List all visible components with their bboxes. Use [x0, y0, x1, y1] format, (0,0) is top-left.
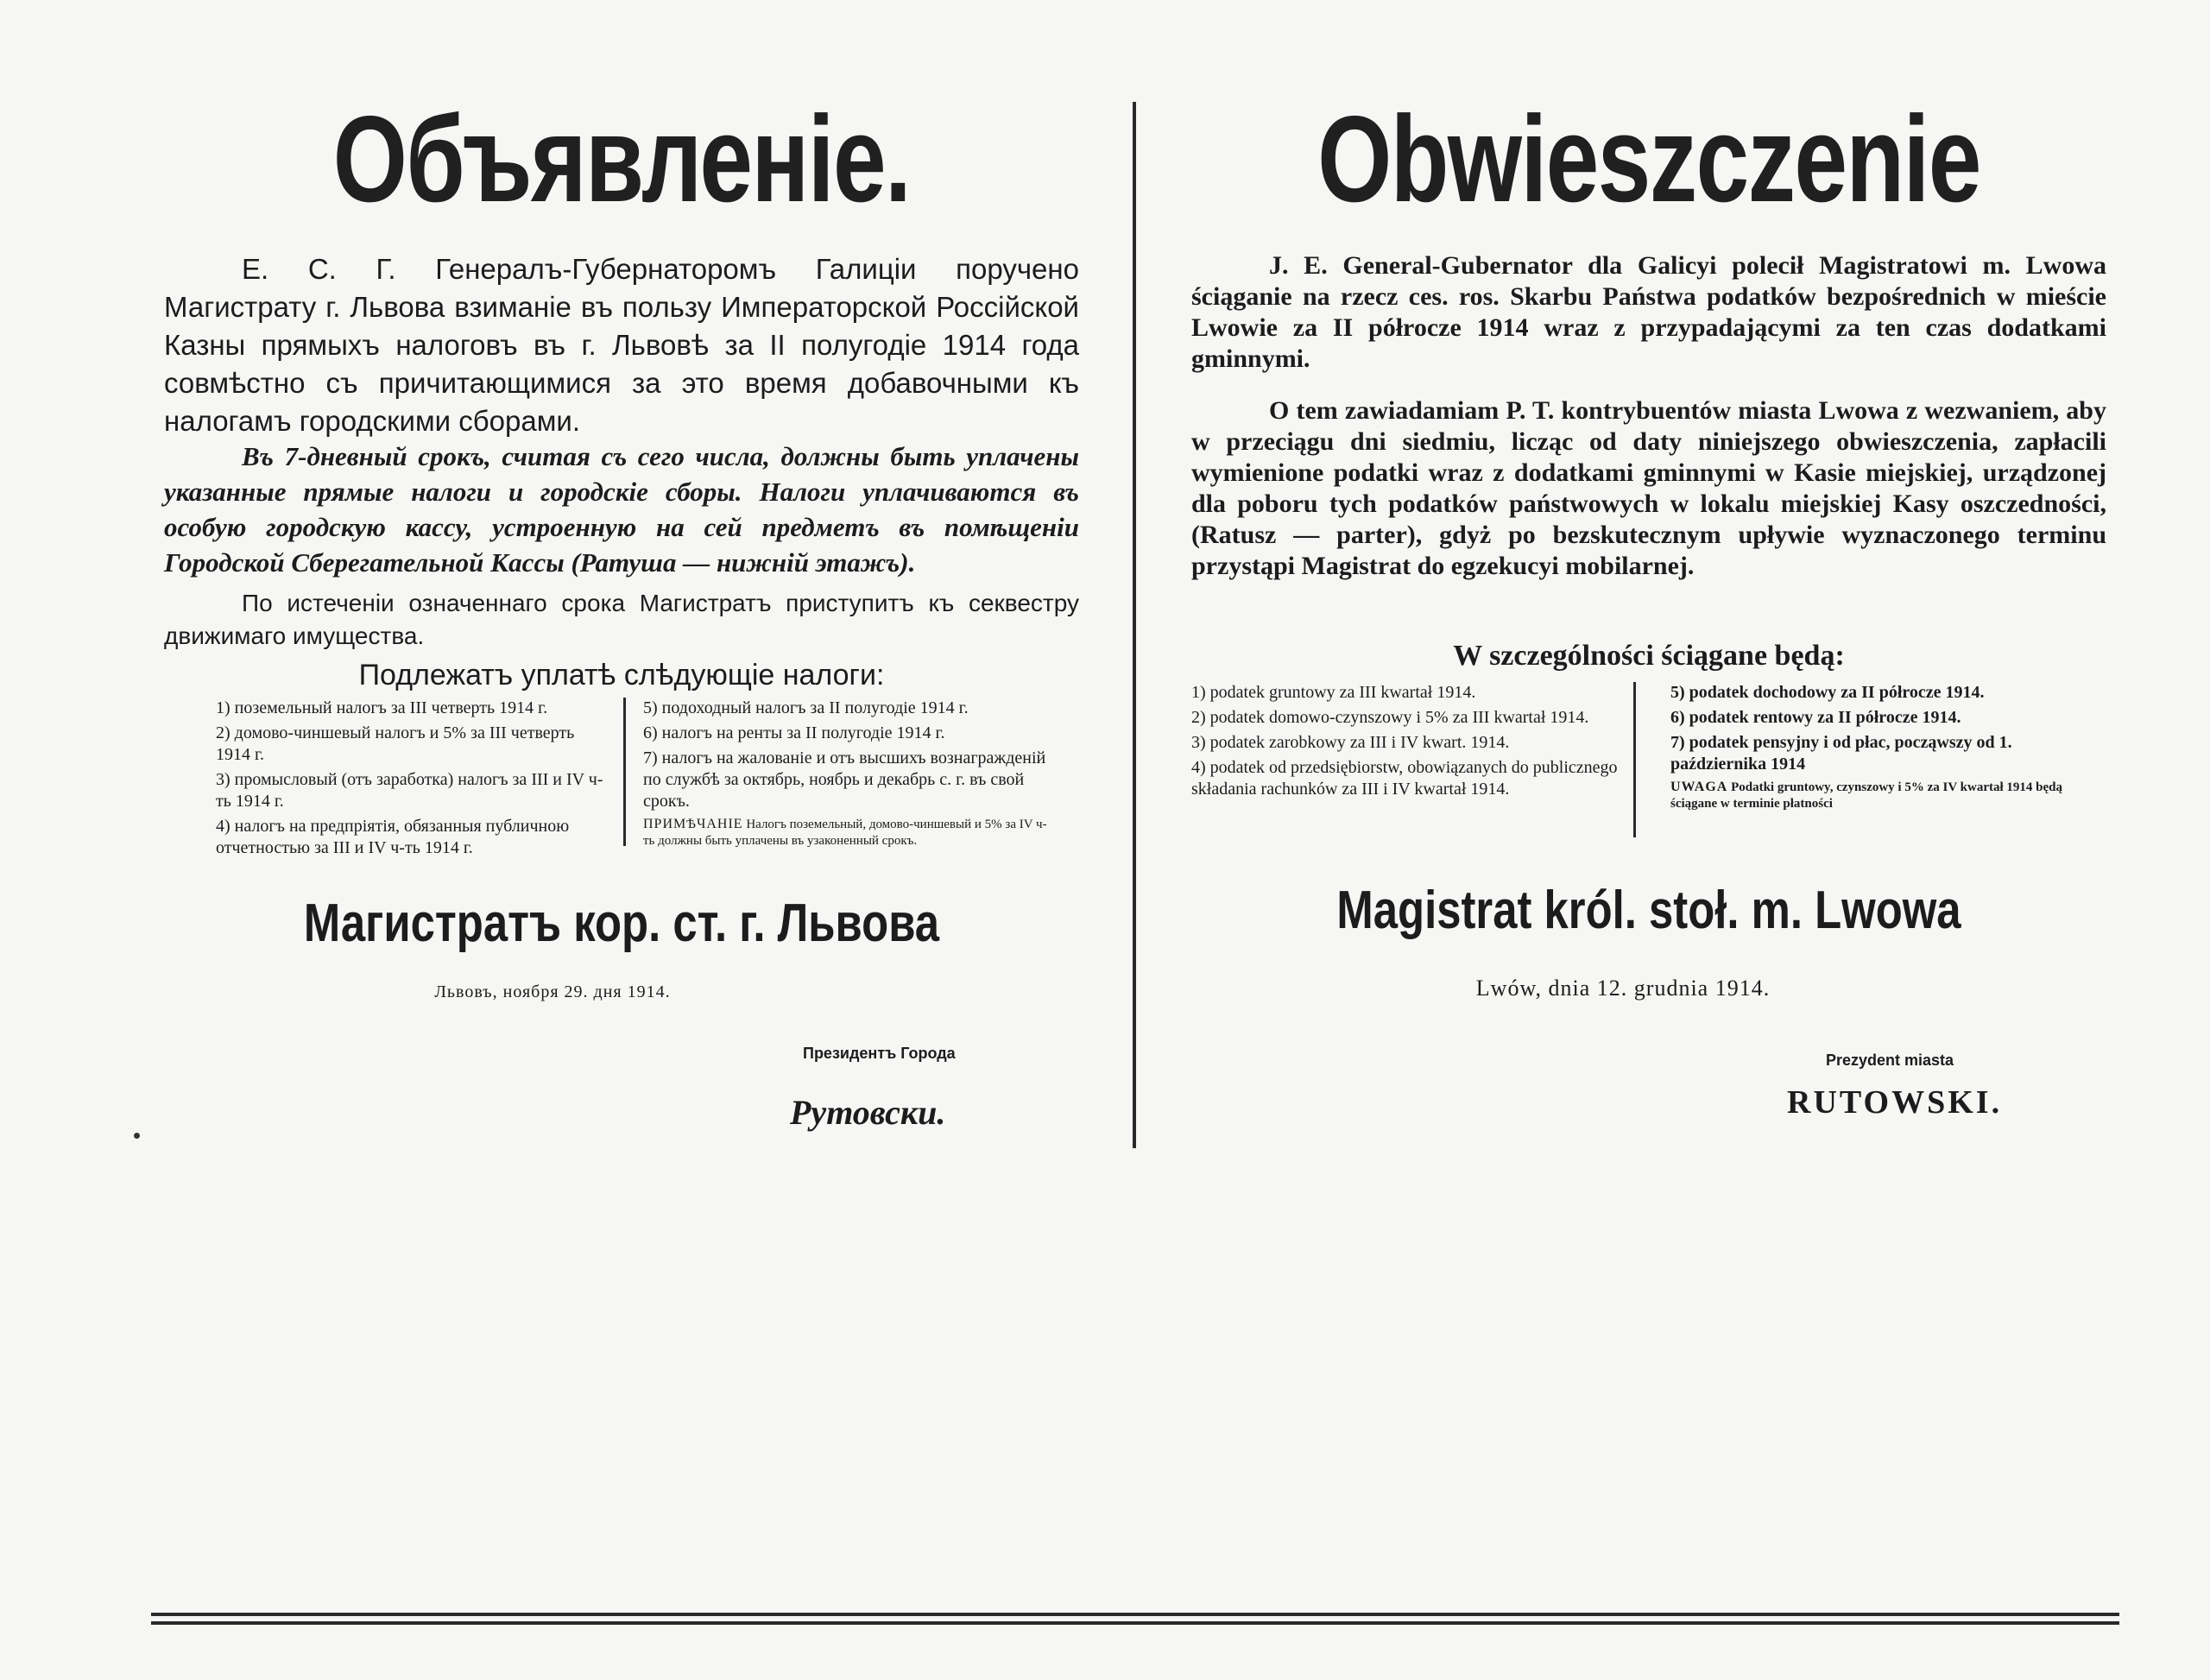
note-text-ru: Налогъ поземельный, домово-чиншевый и 5% за IV ч-ть должны быть уплачены въ узаконенный срокъ. — [643, 818, 1047, 848]
note-label-pl: UWAGA — [1670, 780, 1728, 794]
list-item: 6) podatek rentowy za II półrocze 1914. — [1670, 708, 1961, 727]
paragraph-2-ru: Въ 7-дневный срокъ, считая съ сего числа, должны быть уплачены указанные прямые налоги и городскіе сборы. Налоги уплачиваются въ особую городскую кассу, устроенную на сей предметъ въ помѣщеніи Городской Сберегательной Кассы (Ратуша — нижній этажъ). — [164, 441, 1079, 578]
paragraph-1-pl: J. E. General-Gubernator dla Galicyi polecił Magistratowi m. Lwowa ściąganie na rzecz ces. ros. Skarbu Państwa podatków bezpośrednich w mieście Lwowie za II półrocze 1914 wraz z przypadającymi za ten czas dodatkami gminnymi. — [1191, 251, 2106, 373]
ink-speck — [134, 1133, 140, 1139]
list-item: 4) podatek od przedsiębiorstw, obowiązanych do publicznego składania rachunków za III i IV kwartał 1914. — [1191, 758, 1618, 799]
bottom-rule — [151, 1613, 2119, 1616]
column-divider — [1133, 102, 1136, 1148]
date-ru: Львовъ, ноября 29. дня 1914. — [434, 982, 671, 1001]
list-item: 4) налогъ на предпріятія, обязанныя публичною отчетностью за III и IV ч-ть 1914 г. — [216, 817, 570, 857]
list-item: 2) podatek domowo-czynszowy i 5% za III kwartał 1914. — [1191, 708, 1589, 727]
president-name-ru: Рутовски. — [790, 1093, 946, 1132]
signature-pl: Magistrat król. stoł. m. Lwowa — [1336, 881, 1961, 940]
date-pl: Lwów, dnia 12. grudnia 1914. — [1475, 976, 1771, 1001]
list-item: 3) podatek zarobkowy za III i IV kwart. 1914. — [1191, 733, 1510, 752]
list-item: 1) поземельный налогъ за III четверть 1914 г. — [216, 698, 548, 717]
bottom-rule-secondary — [151, 1621, 2119, 1625]
tax-list-right-ru — [643, 698, 1058, 853]
list-item: 5) podatek dochodowy za II półrocze 1914. — [1670, 683, 1985, 702]
president-title-ru: Президентъ Города — [803, 1045, 956, 1062]
tax-list-left-ru — [216, 698, 626, 857]
list-item: 5) подоходный налогъ за II полугодіе 1914 г. — [643, 698, 969, 717]
list-item: 3) промысловый (отъ заработка) налогъ за III и IV ч-ть 1914 г. — [216, 770, 603, 811]
list-item: 1) podatek gruntowy za III kwartał 1914. — [1191, 683, 1476, 702]
list-item: 7) налогъ на жалованіе и отъ высшихъ вознагражденій по службѣ за октябрь, ноябрь и декабрь с. г. въ свой срокъ. — [643, 748, 1046, 811]
note-label-ru: ПРИМѢЧАНІЕ — [643, 817, 743, 831]
tax-list-left-pl — [1191, 682, 1636, 837]
notice-title-pl: Obwieszczenie — [1317, 91, 1980, 228]
president-title-pl: Prezydent miasta — [1826, 1052, 1954, 1069]
signature-ru: Магистратъ кор. ст. г. Львова — [303, 894, 940, 953]
list-item: 7) podatek pensyjny i od płac, począwszy od 1. października 1914 — [1670, 733, 2012, 774]
paragraph-3-ru: По истеченіи означеннаго срока Магистратъ приступитъ къ секвестру движимаго имущества. — [164, 590, 1079, 649]
list-item: 2) домово-чиншевый налогъ и 5% за III четверть 1914 г. — [216, 723, 575, 764]
tax-list-heading-ru: Подлежатъ уплатѣ слѣдующіе налоги: — [358, 659, 885, 692]
tax-list-right-pl — [1670, 682, 2068, 816]
tax-list-pl — [1191, 682, 2106, 846]
list-item: 6) налогъ на ренты за II полугодіе 1914 г. — [643, 723, 945, 742]
paragraph-1-ru: Е. С. Г. Генералъ-Губернаторомъ Галиціи поручено Магистрату г. Львова взиманіе въ пользу Императорской Россійской Казны прямыхъ налоговъ въ г. Львовѣ за II полугодіе 1914 года совмѣстно съ причитающимися за это время добавочными къ налогамъ городскими сборами. — [164, 253, 1079, 437]
note-text-pl: Podatki gruntowy, czynszowy i 5% za IV kwartał 1914 będą ściągane w terminie płatności — [1670, 780, 2062, 811]
tax-list-heading-pl: W szczególności ściągane będą: — [1453, 640, 1845, 672]
president-name-pl: RUTOWSKI. — [1787, 1084, 2003, 1121]
notice-title-ru: Объявленіе. — [332, 91, 911, 228]
paragraph-2-pl: O tem zawiadamiam P. T. kontrybuentów miasta Lwowa z wezwaniem, aby w przeciągu dni siedmiu, licząc od daty niniejszego obwieszczenia, zapłacili wymienione podatki wraz z dodatkami gminnymi w Kasie miejskiej, urządzonej dla poboru tych podatków państwowych w lokalu miejskiej Kasy oszczedności, (Ratusz — parter), gdyż po bezskutecznym upływie wyznaczonego terminu przystąpi Magistrat do egzekucyi mobilarnej. — [1191, 396, 2106, 580]
tax-list-ru — [164, 698, 1079, 857]
